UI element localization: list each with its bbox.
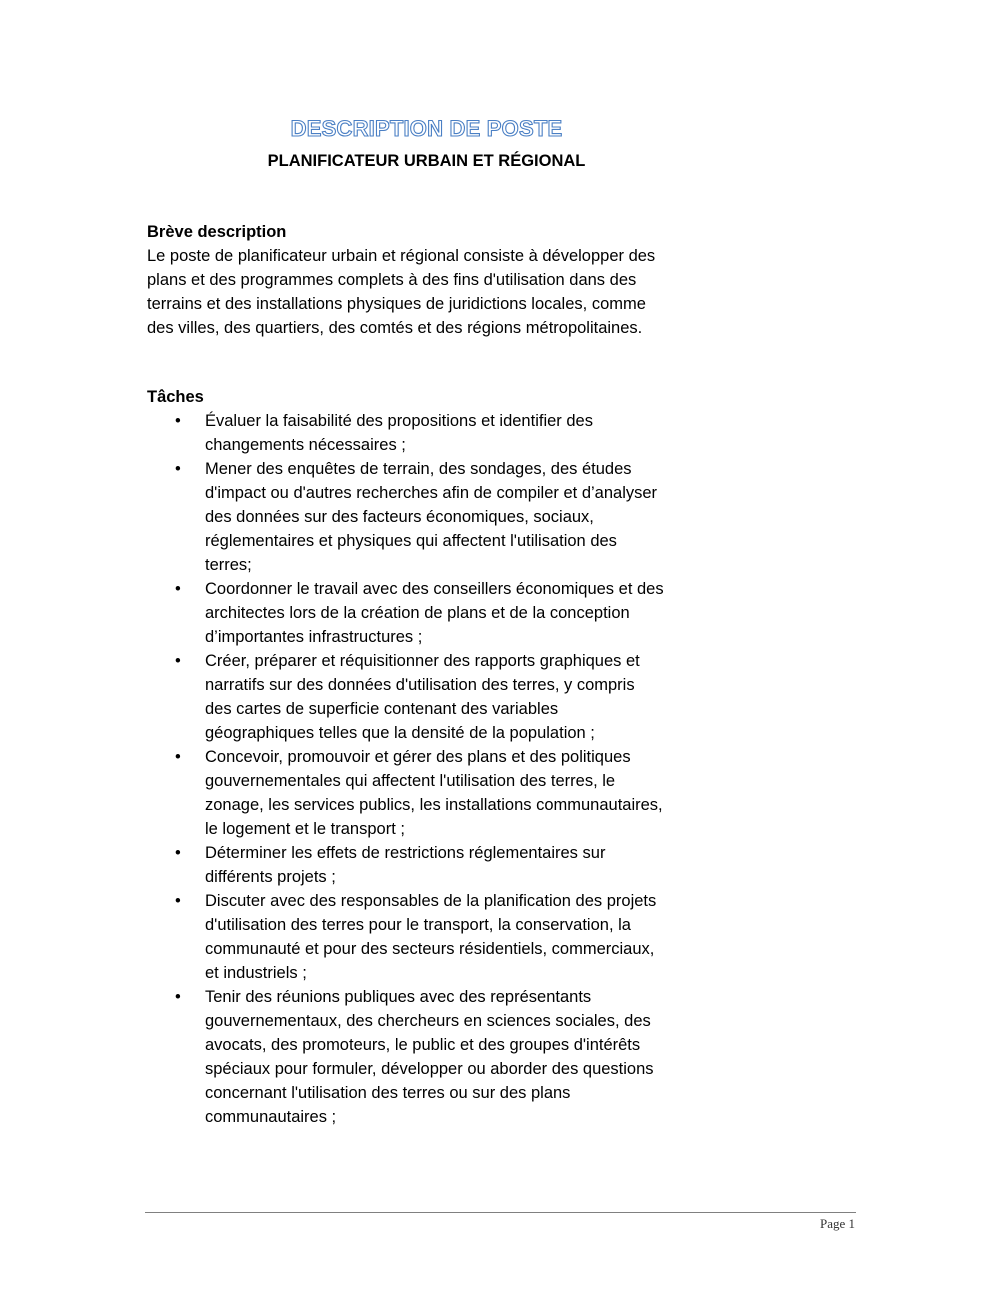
task-line: concernant l'utilisation des terres ou sur des plans (205, 1084, 571, 1102)
task-line: spéciaux pour formuler, développer ou aborder des questions (205, 1060, 654, 1078)
bullet-icon: • (175, 460, 181, 478)
task-item (147, 649, 727, 745)
task-line: Discuter avec des responsables de la planification des projets (205, 892, 657, 910)
brief-line: Le poste de planificateur urbain et régional consiste à développer des (147, 247, 656, 265)
task-line: changements nécessaires ; (205, 436, 406, 454)
task-line: terres; (205, 556, 252, 574)
tasks-section (147, 385, 727, 1129)
tasks-heading: Tâches (147, 388, 204, 406)
task-line: d'impact ou d'autres recherches afin de compiler et d’analyser (205, 484, 658, 502)
task-item (147, 577, 727, 649)
brief-description-heading: Brève description (147, 223, 287, 241)
task-item (147, 841, 727, 889)
footer-divider (145, 1212, 856, 1213)
task-line: Coordonner le travail avec des conseillers économiques et des (205, 580, 664, 598)
brief-line: terrains et des installations physiques de juridictions locales, comme (147, 295, 646, 313)
task-line: d'utilisation des terres pour le transport, la conservation, la (205, 916, 631, 934)
bullet-icon: • (175, 652, 181, 670)
task-line: narratifs sur des données d'utilisation des terres, y compris (205, 676, 635, 694)
task-line: Tenir des réunions publiques avec des représentants (205, 988, 592, 1006)
bullet-icon: • (175, 988, 181, 1006)
task-line: Créer, préparer et réquisitionner des rapports graphiques et (205, 652, 640, 670)
task-line: avocats, des promoteurs, le public et des groupes d'intérêts (205, 1036, 641, 1054)
task-line: Mener des enquêtes de terrain, des sondages, des études (205, 460, 632, 478)
task-line: géographiques telles que la densité de la population ; (205, 724, 595, 742)
brief-line: plans et des programmes complets à des fins d'utilisation dans des (147, 271, 637, 289)
task-line: zonage, les services publics, les installations communautaires, (205, 796, 663, 814)
task-line: d’importantes infrastructures ; (205, 628, 423, 646)
brief-description-text (147, 244, 727, 340)
bullet-icon: • (175, 412, 181, 430)
task-line: des données sur des facteurs économiques, sociaux, (205, 508, 594, 526)
document-subtitle: PLANIFICATEUR URBAIN ET RÉGIONAL (267, 152, 586, 170)
task-line: architectes lors de la création de plans et de la conception (205, 604, 630, 622)
task-item (147, 457, 727, 577)
task-line: communauté et pour des secteurs résidentiels, commerciaux, (205, 940, 655, 958)
task-line: gouvernementaux, des chercheurs en sciences sociales, des (205, 1012, 651, 1030)
task-line: réglementaires et physiques qui affectent l'utilisation des (205, 532, 617, 550)
task-line: et industriels ; (205, 964, 307, 982)
task-item (147, 409, 727, 457)
bullet-icon: • (175, 580, 181, 598)
task-line: Évaluer la faisabilité des propositions et identifier des (205, 412, 593, 430)
task-line: communautaires ; (205, 1108, 337, 1126)
task-line: des cartes de superficie contenant des variables (205, 700, 559, 718)
task-item (147, 985, 727, 1129)
tasks-list (147, 409, 727, 1129)
page-number: Page 1 (819, 1216, 855, 1231)
brief-line: des villes, des quartiers, des comtés et des régions métropolitaines. (147, 319, 643, 337)
bullet-icon: • (175, 892, 181, 910)
brief-description-section (147, 220, 727, 340)
task-line: gouvernementales qui affectent l'utilisation des terres, le (205, 772, 616, 790)
task-line: différents projets ; (205, 868, 336, 886)
task-line: Déterminer les effets de restrictions réglementaires sur (205, 844, 606, 862)
bullet-icon: • (175, 748, 181, 766)
task-line: le logement et le transport ; (205, 820, 405, 838)
task-item (147, 745, 727, 841)
bullet-icon: • (175, 844, 181, 862)
task-line: Concevoir, promouvoir et gérer des plans et des politiques (205, 748, 631, 766)
document-title: DESCRIPTION DE POSTE (290, 116, 563, 141)
task-item (147, 889, 727, 985)
